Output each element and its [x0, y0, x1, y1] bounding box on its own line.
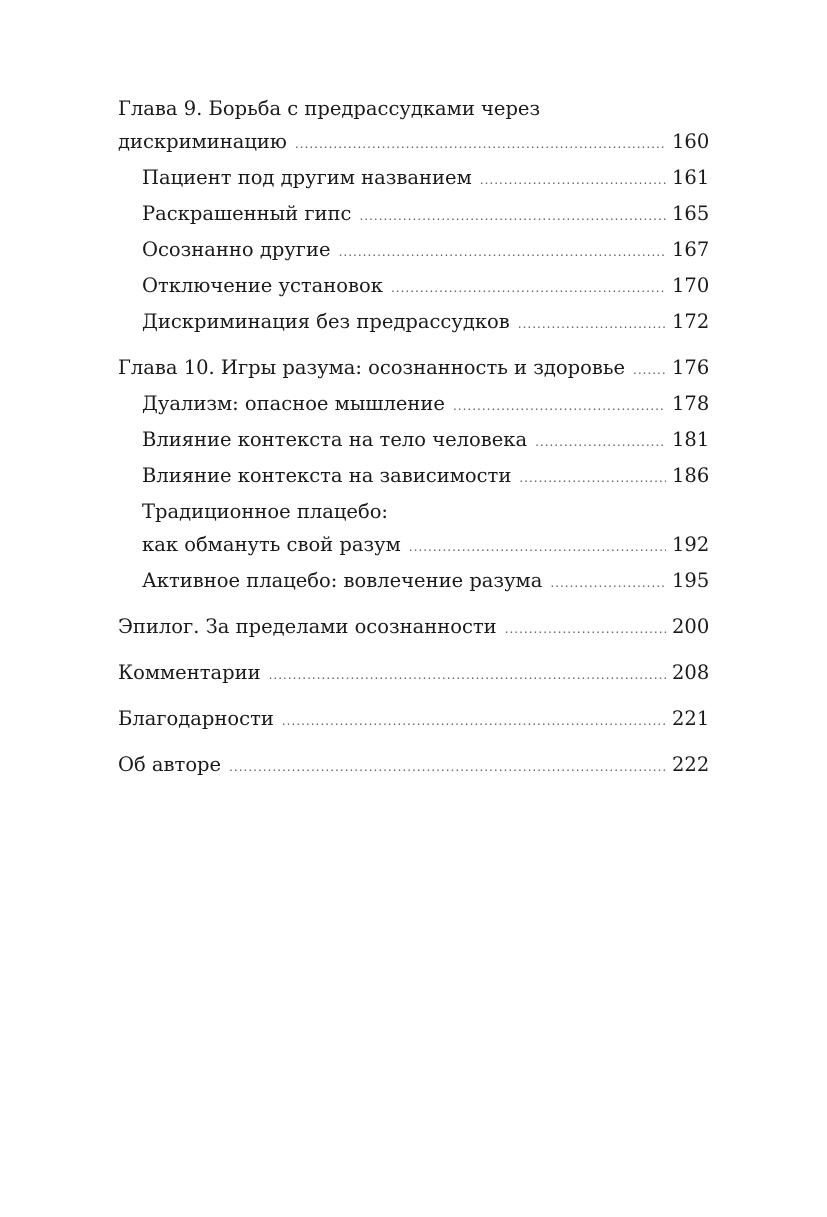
toc-entry-title: Глава 10. Игры разума: осознанность и здоровье [118, 356, 625, 379]
dot-leader [519, 462, 666, 495]
toc-section-entry[interactable] [118, 495, 708, 564]
dot-leader [282, 705, 666, 738]
toc-page-number: 200 [672, 615, 710, 638]
toc-page-number: 176 [672, 356, 710, 379]
dot-leader [391, 272, 666, 305]
dot-leader [229, 751, 666, 784]
toc-entry-title: Традиционное плацебо: [142, 500, 389, 523]
toc-section-entry[interactable] [118, 387, 708, 423]
toc-section-entry[interactable] [118, 233, 708, 269]
dot-leader [453, 390, 666, 423]
toc-page-number: 161 [672, 166, 710, 189]
toc-page-number: 222 [672, 753, 710, 776]
toc-entry-title: Дуализм: опасное мышление [142, 392, 445, 415]
toc-page-number: 167 [672, 238, 710, 261]
toc-entry-title: Глава 9. Борьба с предрассудками через [118, 97, 541, 120]
toc-entry-title: Влияние контекста на тело человека [142, 428, 528, 451]
toc-page-number: 170 [672, 274, 710, 297]
toc-section-entry[interactable] [118, 423, 708, 459]
dot-leader [633, 354, 666, 387]
toc-entry-title: Активное плацебо: вовлечение разума [142, 569, 543, 592]
toc-entry-title: Осознанно другие [142, 238, 331, 261]
toc-page-number: 181 [672, 428, 710, 451]
dot-leader [359, 200, 666, 233]
toc-section-entry[interactable] [118, 459, 708, 495]
toc-page-number: 165 [672, 202, 710, 225]
toc-page-number: 192 [672, 533, 710, 556]
dot-leader [505, 613, 666, 646]
dot-leader [295, 128, 666, 161]
toc-chapter-entry[interactable] [118, 748, 708, 784]
dot-leader [339, 236, 666, 269]
toc-entry-title: Пациент под другим названием [142, 166, 472, 189]
toc-section-entry[interactable] [118, 305, 708, 341]
toc-entry-title: Благодарности [118, 707, 274, 730]
dot-leader [535, 426, 666, 459]
toc-entry-title: Отключение установок [142, 274, 383, 297]
toc-entry-title: Комментарии [118, 661, 261, 684]
toc-page-number: 160 [672, 130, 710, 153]
toc-page-number: 221 [672, 707, 710, 730]
toc-chapter-entry[interactable] [118, 92, 708, 161]
toc-chapter-entry[interactable] [118, 610, 708, 646]
toc-entry-title: Эпилог. За пределами осознанности [118, 615, 497, 638]
toc-chapter-entry[interactable] [118, 351, 708, 387]
toc-page-number: 195 [672, 569, 710, 592]
toc-page-number: 178 [672, 392, 710, 415]
toc-section-entry[interactable] [118, 197, 708, 233]
toc-entry-title: Раскрашенный гипс [142, 202, 352, 225]
toc-chapter-entry[interactable] [118, 702, 708, 738]
toc-entry-title: Дискриминация без предрассудков [142, 310, 510, 333]
dot-leader [409, 531, 666, 564]
toc-entry-title: как обмануть свой разум [142, 533, 401, 556]
toc-section-entry[interactable] [118, 161, 708, 197]
toc-chapter-entry[interactable] [118, 656, 708, 692]
toc-entry-title: Об авторе [118, 753, 222, 776]
table-of-contents [118, 92, 708, 784]
toc-entry-title: Влияние контекста на зависимости [142, 464, 512, 487]
dot-leader [550, 567, 666, 600]
dot-leader [480, 164, 666, 197]
toc-section-entry[interactable] [118, 269, 708, 305]
dot-leader [269, 659, 666, 692]
dot-leader [518, 308, 666, 341]
toc-page-number: 186 [672, 464, 710, 487]
toc-page-number: 208 [672, 661, 710, 684]
toc-page-number: 172 [672, 310, 710, 333]
toc-section-entry[interactable] [118, 564, 708, 600]
toc-entry-title: дискриминацию [118, 130, 287, 153]
